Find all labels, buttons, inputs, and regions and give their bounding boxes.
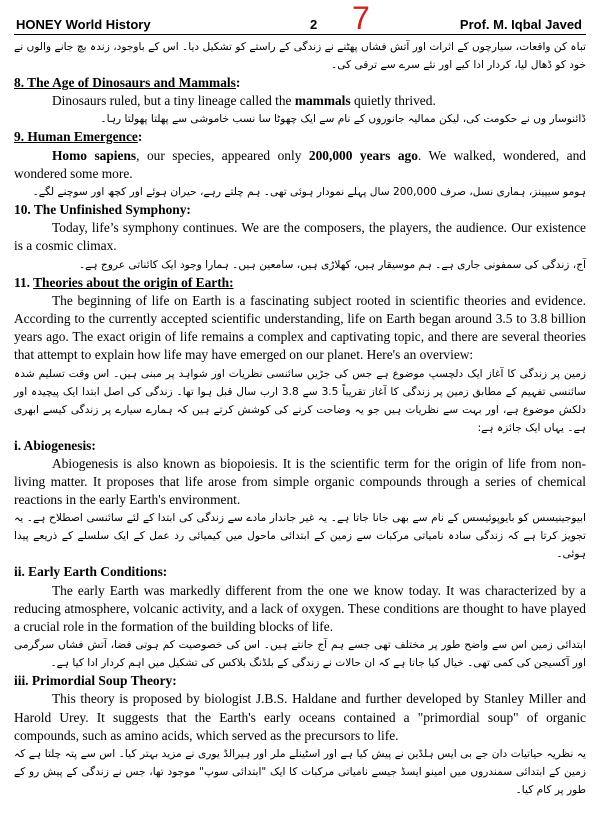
- section-10-english: Today, life’s symphony continues. We are the composers, the players, the audience. Our existence is a cosmic climax.: [14, 220, 586, 254]
- section-8-heading: [14, 74, 586, 92]
- section-8-urdu: ڈائنوسار وں نے حکومت کی، لیکن ممالیہ جانوروں کے نام سے ایک چھوٹا سا نسب خاموشی سے پھلتا پھولتا رہا۔: [100, 113, 586, 126]
- section-8-english: [14, 92, 586, 110]
- subsection-i-title: i. Abiogenesis: [14, 437, 92, 453]
- section-9-title: 9. Human Emergence: [14, 129, 138, 145]
- subsection-i-english: Abiogenesis is also known as biopoiesis. It is the scientific term for the origin of life from non-living matter. It proposes that life arose from simple organic compounds through a series of chemical reactions in the early Earth's environment.: [14, 455, 586, 508]
- section-8-title: 8. The Age of Dinosaurs and Mammals: [14, 75, 236, 90]
- page-header: [14, 0, 586, 36]
- subsection-i-heading: [14, 437, 586, 455]
- section-10-title: 10. The Unfinished Symphony: [14, 202, 187, 218]
- header-author: Prof. M. Iqbal Javed: [459, 17, 582, 32]
- subsection-iii-urdu: یہ نظریہ حیاتیات دان جے بی ایس ہلڈین نے پیش کیا ہے اور اسٹینلے ملر اور ہیرالڈ یوری نے مزید بہتر کیا۔ اس سے پتہ چلتا ہے کہ زمین کے ابتدائی سمندروں میں امینو ایسڈ جیسے نامیاتی مرکبات کا ایک "ابتدائی سوپ" موجود تھا، جس نے زندگی کے پیش رو کے طور پر کام کیا۔: [14, 748, 586, 797]
- subsection-ii-english: The early Earth was markedly different from the one we know today. It was characterized by a reducing atmosphere, volcanic activity, and a lack of oxygen. These conditions are thought to have played a crucial role in the formation of the building blocks of life.: [14, 582, 586, 635]
- section-11-english: The beginning of life on Earth is a fascinating subject rooted in scientific theories and evidence. According to the currently accepted scientific understanding, life on Earth began around 3.5 to 3.8 billion years ago. The exact origin of life remains a complex and captivating topic, and there are several theories that attempt to explain how life may have emerged on our planet. Here's an overview:: [14, 292, 586, 363]
- subsection-iii-heading: iii. Primordial Soup Theory:: [14, 673, 177, 689]
- s9-bold-years: 200,000 years ago: [308, 147, 418, 163]
- section-10-urdu: آج، زندگی کی سمفونی جاری ہے۔ ہم موسیقار ہیں، کھلاڑی ہیں، سامعین ہیں۔ ہمارا وجود ایک کائناتی عروج ہے۔: [78, 258, 586, 271]
- section-10-heading: [14, 201, 586, 219]
- section-8-colon: :: [235, 75, 241, 90]
- s8-text-a: Dinosaurs ruled, but a tiny lineage called the: [52, 93, 295, 109]
- subsection-i-colon: :: [91, 437, 96, 453]
- section-10-colon: :: [186, 202, 191, 218]
- header-big-number: 7: [352, 0, 370, 36]
- s8-text-b: quietly thrived.: [350, 93, 436, 109]
- document-body: [14, 38, 586, 799]
- header-book-title: HONEY World History: [16, 17, 151, 32]
- subsection-iii-english: This theory is proposed by biologist J.B.S. Haldane and further developed by Stanley Miller and Harold Urey. It suggests that the Earth's early oceans contained a "primordial soup" of organic compounds, such as amino acids, which served as the precursors to life.: [14, 691, 586, 743]
- s8-bold-mammals: mammals: [294, 93, 351, 109]
- section-11-urdu: زمین پر زندگی کا آغاز ایک دلچسپ موضوع ہے جس کی جڑیں سائنسی نظریات اور شواہد پر مبنی ہیں۔ اس وقت تسلیم شدہ سائنسی تفہیم کے مطابق زمین پر زندگی کا آغاز تقریباً 3.5 سے 3.8 ارب سال قبل ہوا تھا۔ زندگی کی اصل ابتدا ایک پیچیدہ اور دلکش موضوع ہے، اور بہت سے نظریات ہیں جو یہ وضاحت کرنے کی کوشش کرتے ہیں کہ ہمارے سیارے پر زندگی کیسے ابھری ہے۔ یہاں ایک جائزہ ہے:: [14, 367, 587, 434]
- section-11-title: Theories about the origin of Earth:: [33, 274, 234, 290]
- s9-bold-homo-sapiens: Homo sapiens: [52, 147, 137, 163]
- section-11-number: 11.: [14, 274, 34, 290]
- section-9-english: [14, 147, 586, 183]
- subsection-ii-heading: ii. Early Earth Conditions:: [14, 564, 168, 580]
- subsection-ii-urdu: ابتدائی زمین اس سے واضح طور پر مختلف تھی جسے ہم آج جانتے ہیں۔ اس کی خصوصیت کم ہوتی فضا، آتش فشاں سرگرمی اور آکسیجن کی کمی تھی۔ خیال کیا جاتا ہے کہ ان حالات نے زندگی کے بلڈنگ بلاکس کی تشکیل میں اہم کردار ادا کیا ہے۔: [14, 639, 586, 670]
- section-11-heading: [14, 274, 586, 292]
- intro-urdu-paragraph: تباہ کن واقعات، سیارچوں کے اثرات اور آتش فشاں پھٹنے نے زندگی کے راستے کو تشکیل دیا۔ اس کے باوجود، زندہ بچ جانے والوں نے خود کو ڈھال لیا، کردار ادا کیے اور نئے سرے سے ترقی کی۔: [14, 41, 586, 71]
- s9-text-b: . We walked, wondered, and wondered some more.: [14, 147, 586, 181]
- subsection-i-urdu: ابیوجینیسس کو بایوپوئیسس کے نام سے بھی جانا جاتا ہے۔ یہ غیر جاندار مادے سے زندگی کی ابتدا کے لئے سائنسی اصطلاح ہے۔ یہ تجویز کرتا ہے کہ زندگی سادہ نامیاتی مرکبات سے زمین کے ابتدائی ماحول میں کیمیائی رد عمل کے ایک سلسلے کے ذریعے پیدا ہوئی۔: [14, 512, 586, 561]
- section-9-colon: :: [137, 129, 143, 145]
- section-9-urdu: ہومو سیپینز، ہماری نسل، صرف 200,000 سال پہلے نمودار ہوئی تھی۔ ہم چلتے رہے، حیران ہوئے اور کچھ اور سوچنے لگے۔: [32, 186, 586, 199]
- header-page-number: 2: [310, 17, 318, 32]
- s9-text-a: , our species, appeared only: [136, 147, 309, 163]
- section-9-heading: [14, 128, 586, 146]
